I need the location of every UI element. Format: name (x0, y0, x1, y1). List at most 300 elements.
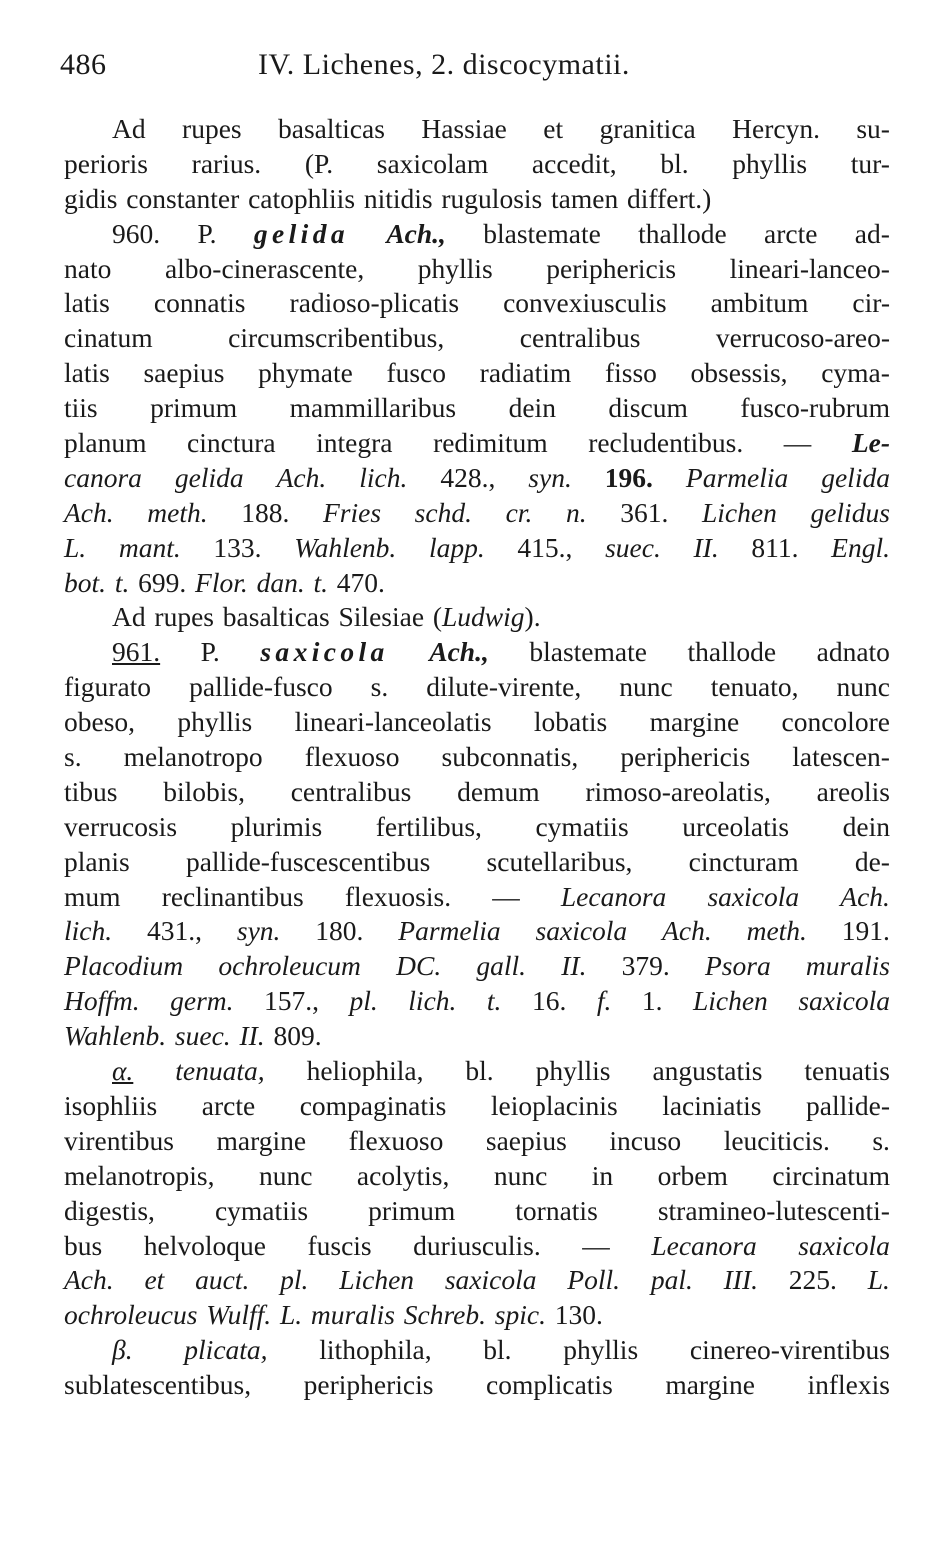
word: lich. (359, 461, 408, 493)
word: angustatis (652, 1055, 763, 1087)
word: margine (665, 1369, 755, 1401)
word: P. (197, 217, 217, 249)
word: syn. (528, 461, 572, 493)
word: Wulff. (206, 1299, 272, 1331)
word: 180. (315, 915, 364, 947)
word: pallide-fusco (189, 671, 333, 703)
word: demum (457, 775, 540, 807)
word: pal. (650, 1264, 693, 1296)
word: lich. (408, 985, 457, 1017)
word: phyllis (177, 706, 253, 738)
word: Hoffm. (64, 985, 140, 1017)
word: blastemate (529, 636, 647, 668)
body-text (64, 112, 890, 1403)
word: radiatim (479, 357, 572, 389)
text-line (64, 321, 890, 356)
word: isophliis (64, 1089, 158, 1121)
word: orbem (657, 1159, 728, 1191)
word: Poll. (567, 1264, 621, 1296)
word: saxicola (798, 1229, 890, 1261)
word: de- (854, 845, 890, 877)
word: phyllis (417, 252, 493, 284)
text-line (64, 705, 890, 740)
word: areolis (816, 775, 890, 807)
word: accedit, (531, 147, 617, 179)
text-line (64, 1298, 890, 1333)
word: 809. (273, 1020, 322, 1052)
word: 960. (112, 217, 161, 249)
word: mum (64, 880, 121, 912)
word: nunc (493, 1159, 548, 1191)
word: flexuosis. (344, 880, 452, 912)
word: su- (856, 113, 890, 144)
word: Ach. (276, 461, 327, 493)
word: tornatis (515, 1194, 598, 1226)
word: ( (432, 601, 443, 633)
word: pl. (280, 1264, 309, 1296)
text-line (64, 1229, 890, 1264)
word: t. (486, 985, 502, 1017)
word: Silesiae (338, 601, 425, 633)
word: centralibus (290, 775, 412, 807)
text-line (64, 461, 890, 496)
text-line (64, 1124, 890, 1159)
word: leuciticis. (723, 1124, 830, 1156)
text-line (64, 391, 890, 426)
word: Placodium (64, 950, 184, 982)
word: Ach. (662, 915, 712, 947)
word: connatis (153, 287, 246, 319)
word: 379. (621, 950, 670, 982)
word: rupes (154, 601, 214, 633)
word: rarius. (191, 147, 262, 179)
word: L. (279, 1299, 303, 1331)
word: ambitum (710, 287, 809, 319)
word: circinatum (772, 1159, 890, 1191)
word: adnato (816, 636, 890, 668)
word: fusco (386, 357, 447, 389)
word: suec. (605, 531, 661, 563)
word: tiis (64, 392, 98, 424)
word: Parmelia (685, 461, 789, 493)
text-line (64, 740, 890, 775)
word: gall. (476, 950, 527, 982)
word: digestis, (64, 1194, 155, 1226)
word: et (543, 113, 564, 144)
word: cinereo-virentibus (689, 1334, 890, 1366)
word: saxicola (535, 915, 628, 947)
word: redimitum (433, 427, 548, 459)
word: catophliis (248, 182, 356, 214)
word: mant. (118, 531, 181, 563)
word: t. (313, 566, 328, 598)
word: ad- (854, 217, 890, 249)
word: constanter (126, 182, 240, 214)
word: duriusculis. (413, 1229, 541, 1261)
word: f. (596, 985, 612, 1017)
word: gelida (253, 217, 350, 249)
word: n. (565, 496, 587, 528)
word: mammillaribus (289, 392, 457, 424)
text-line (64, 600, 890, 635)
word: — (492, 880, 520, 912)
word: melanotropis, (64, 1159, 215, 1191)
word: albo-cinerascente, (164, 252, 365, 284)
word: integra (316, 427, 393, 459)
word: DC. (396, 950, 442, 982)
word: Ad (112, 113, 146, 144)
word: s. (64, 741, 82, 773)
word: lithophila, (319, 1334, 432, 1366)
text-line (64, 566, 890, 601)
word: Engl. (831, 531, 890, 563)
word: centralibus (519, 322, 641, 354)
word: s. (370, 671, 389, 703)
word: sublatescentibus, (64, 1369, 252, 1401)
word: saepius (485, 1124, 567, 1156)
word: compaginatis (299, 1089, 447, 1121)
word: radioso-plicatis (289, 287, 460, 319)
word: cincturam (688, 845, 799, 877)
word: — (582, 1229, 610, 1261)
word: 157., (264, 985, 320, 1017)
word: obsessis, (690, 357, 788, 389)
word: Ad (112, 601, 146, 633)
word: II. (693, 531, 719, 563)
word: obeso, (64, 706, 136, 738)
word: arcte (201, 1089, 256, 1121)
word: arcte (764, 217, 818, 249)
word: lineari-lanceolatis (294, 706, 492, 738)
word: thallode (638, 217, 727, 249)
word: 191. (841, 915, 890, 947)
word: basalticas (222, 601, 330, 633)
word: subconnatis, (441, 741, 579, 773)
word: meth. (147, 496, 208, 528)
word: cr. (505, 496, 533, 528)
word: figurato (64, 671, 152, 703)
word: saxicola (798, 985, 890, 1017)
text-line (64, 496, 890, 531)
word: lich. (64, 915, 113, 947)
word: latis (64, 357, 110, 389)
word: discum (608, 392, 688, 424)
word: 196. (604, 461, 653, 493)
word: primum (368, 1194, 456, 1226)
word: Flor. (195, 566, 248, 598)
word: spic. (494, 1299, 546, 1331)
text-line (64, 426, 890, 461)
word: dilute-virente, (426, 671, 582, 703)
word: Ach. (840, 880, 890, 912)
word: Hassiae (421, 113, 507, 144)
word: planis (64, 845, 130, 877)
word: (P. (304, 147, 334, 179)
word: 361. (620, 496, 669, 528)
text-line (64, 286, 890, 321)
word: nitidis (363, 182, 433, 214)
word: 961. (112, 636, 161, 668)
word: reclinantibus (161, 880, 304, 912)
word: saxicola (260, 636, 389, 668)
word: bus (64, 1229, 103, 1261)
word: melanotropo (123, 741, 263, 773)
word: 415., (517, 531, 573, 563)
word: recludentibus. (588, 427, 744, 459)
word: syn. (236, 915, 281, 947)
word: α. (112, 1055, 134, 1087)
word: scutellaribus, (486, 845, 633, 877)
text-line (64, 252, 890, 287)
word: suec. (174, 1020, 231, 1052)
word: 811. (751, 531, 799, 563)
word: saxicola (707, 880, 800, 912)
word: P. (200, 636, 220, 668)
word: bot. (64, 566, 107, 598)
word: periphericis (546, 252, 677, 284)
word: Ach. (64, 1264, 114, 1296)
word: nunc (836, 671, 890, 703)
word: 1. (641, 985, 663, 1017)
word: Lichen (692, 985, 768, 1017)
word: 130. (554, 1299, 603, 1331)
text-line (64, 356, 890, 391)
word: latescen- (792, 741, 890, 773)
word: 470. (336, 566, 385, 598)
word: verrucoso-areo- (715, 322, 890, 354)
word: fertilibus, (375, 810, 482, 842)
word: complicatis (486, 1369, 613, 1401)
word: germ. (170, 985, 234, 1017)
word: lineari-lanceo- (729, 252, 890, 284)
word: fusco-rubrum (740, 392, 890, 424)
word: auct. (195, 1264, 250, 1296)
text-line (64, 147, 890, 182)
word: heliophila, (306, 1055, 424, 1087)
word: margine (649, 706, 740, 738)
text-line (64, 112, 890, 147)
word: thallode (687, 636, 777, 668)
word: lobatis (533, 706, 608, 738)
word: tur- (850, 147, 890, 179)
word: periphericis (620, 741, 751, 773)
word: perioris (64, 147, 149, 179)
word: t. (114, 566, 130, 598)
word: fisso (604, 357, 657, 389)
word: lapp. (428, 531, 485, 563)
running-title: IV. Lichenes, 2. discocymatii. (258, 48, 630, 81)
word: 699. (138, 566, 187, 598)
word: Ludwig (442, 601, 525, 633)
word: Lecanora (560, 880, 667, 912)
word: 188. (241, 496, 290, 528)
word: primum (150, 392, 238, 424)
word: leioplacinis (490, 1089, 618, 1121)
running-header (60, 48, 870, 98)
word: Ach., (429, 636, 489, 668)
word: Ach. (64, 496, 114, 528)
text-line (64, 1194, 890, 1229)
word: bl. (465, 1055, 494, 1087)
word: Lichen (701, 496, 777, 528)
word: dan. (256, 566, 305, 598)
word: ochroleucus (64, 1299, 198, 1331)
word: ochroleucum (218, 950, 361, 982)
word: pl. (349, 985, 378, 1017)
page-number: 486 (60, 48, 107, 81)
word: cinatum (64, 322, 153, 354)
text-line (64, 1019, 890, 1054)
word: tenuata, (175, 1055, 265, 1087)
text-line (64, 914, 890, 949)
word: Lecanora (651, 1229, 757, 1261)
word: cir- (852, 287, 890, 319)
word: Wahlenb. (64, 1020, 167, 1052)
word: Lichen (339, 1264, 415, 1296)
word: gelidus (810, 496, 890, 528)
text-line (64, 1089, 890, 1124)
text-line (64, 810, 890, 845)
text-line (64, 670, 890, 705)
word: s. (872, 1124, 890, 1156)
word: Fries (322, 496, 382, 528)
word: dein (842, 810, 890, 842)
word: cyma- (821, 357, 890, 389)
word: Parmelia (398, 915, 501, 947)
word: rimoso-areolatis, (585, 775, 771, 807)
word: tenuato, (710, 671, 799, 703)
word: stramineo-lutescenti- (657, 1194, 890, 1226)
word: β. (112, 1334, 133, 1366)
word: gidis (64, 182, 118, 214)
word: Psora (705, 950, 771, 982)
word: tenuatis (804, 1055, 890, 1087)
word: cymatiis (535, 810, 629, 842)
word: fuscis (307, 1229, 372, 1261)
text-line (64, 775, 890, 810)
text-line (64, 1159, 890, 1194)
word: planum (64, 427, 147, 459)
word: convexiusculis (503, 287, 667, 319)
word: verrucosis (64, 810, 178, 842)
word: canora (64, 461, 142, 493)
word: phymate (258, 357, 353, 389)
text-line (64, 1333, 890, 1368)
word: gelida (821, 461, 890, 493)
word: 431., (147, 915, 202, 947)
word: meth. (746, 915, 807, 947)
text-line (64, 531, 890, 566)
word: II. (239, 1020, 265, 1052)
word: nato (64, 252, 112, 284)
word: nunc (258, 1159, 313, 1191)
word: basalticas (278, 113, 385, 144)
word: 16. (531, 985, 567, 1017)
text-line (64, 1368, 890, 1403)
word: laciniatis (662, 1089, 762, 1121)
word: II. (561, 950, 587, 982)
word: differt.) (627, 182, 712, 214)
text-line (64, 635, 890, 670)
word: tibus (64, 775, 118, 807)
word: acolytis, (356, 1159, 450, 1191)
word: flexuoso (304, 741, 400, 773)
word: — (783, 427, 812, 459)
word: in (591, 1159, 614, 1191)
word: schd. (414, 496, 472, 528)
word: virentibus (64, 1124, 174, 1156)
word: cymatiis (214, 1194, 309, 1226)
word: latis (64, 287, 110, 319)
word: saxicola (444, 1264, 537, 1296)
word: plicata, (184, 1334, 268, 1366)
word: flexuoso (348, 1124, 444, 1156)
word: dein (508, 392, 556, 424)
text-line (64, 949, 890, 984)
word: rupes (182, 113, 242, 144)
word: Ach., (386, 217, 446, 249)
word: bl. (660, 147, 689, 179)
word: phyllis (535, 1055, 611, 1087)
word: L. (867, 1264, 890, 1296)
word: plurimis (230, 810, 323, 842)
word: bl. (483, 1334, 512, 1366)
word: III. (723, 1264, 758, 1296)
word: margine (216, 1124, 307, 1156)
word: blastemate (483, 217, 601, 249)
word: saepius (143, 357, 225, 389)
word: concolore (781, 706, 890, 738)
text-line (64, 1263, 890, 1298)
word: L. (64, 531, 87, 563)
word: rugulosis (441, 182, 543, 214)
word-group (433, 600, 541, 635)
word: et (144, 1264, 165, 1296)
word-group (442, 600, 541, 635)
word: urceolatis (682, 810, 790, 842)
word: inflexis (807, 1369, 890, 1401)
text-line (64, 1054, 890, 1089)
word: 428., (440, 461, 496, 493)
word: Hercyn. (732, 113, 820, 144)
word: bilobis, (163, 775, 245, 807)
text-line (64, 217, 890, 252)
word: incuso (609, 1124, 682, 1156)
text-line (64, 984, 890, 1019)
word: 225. (788, 1264, 837, 1296)
word: Wahlenb. (294, 531, 397, 563)
word: circumscribentibus, (228, 322, 445, 354)
word: 133. (213, 531, 262, 563)
word: periphericis (303, 1369, 434, 1401)
word: saxicolam (376, 147, 489, 179)
word: muralis (310, 1299, 395, 1331)
word: phyllis (563, 1334, 639, 1366)
word: ). (524, 601, 541, 633)
word: pallide-fuscescentibus (185, 845, 431, 877)
word: helvoloque (143, 1229, 266, 1261)
text-line (64, 182, 890, 217)
word: tamen (551, 182, 619, 214)
word: gelida (174, 461, 244, 493)
word: Schreb. (403, 1299, 486, 1331)
word: cinctura (187, 427, 276, 459)
word: pallide- (806, 1089, 890, 1121)
text-line (64, 880, 890, 915)
text-line (64, 845, 890, 880)
word: phyllis (732, 147, 808, 179)
word: nunc (619, 671, 673, 703)
